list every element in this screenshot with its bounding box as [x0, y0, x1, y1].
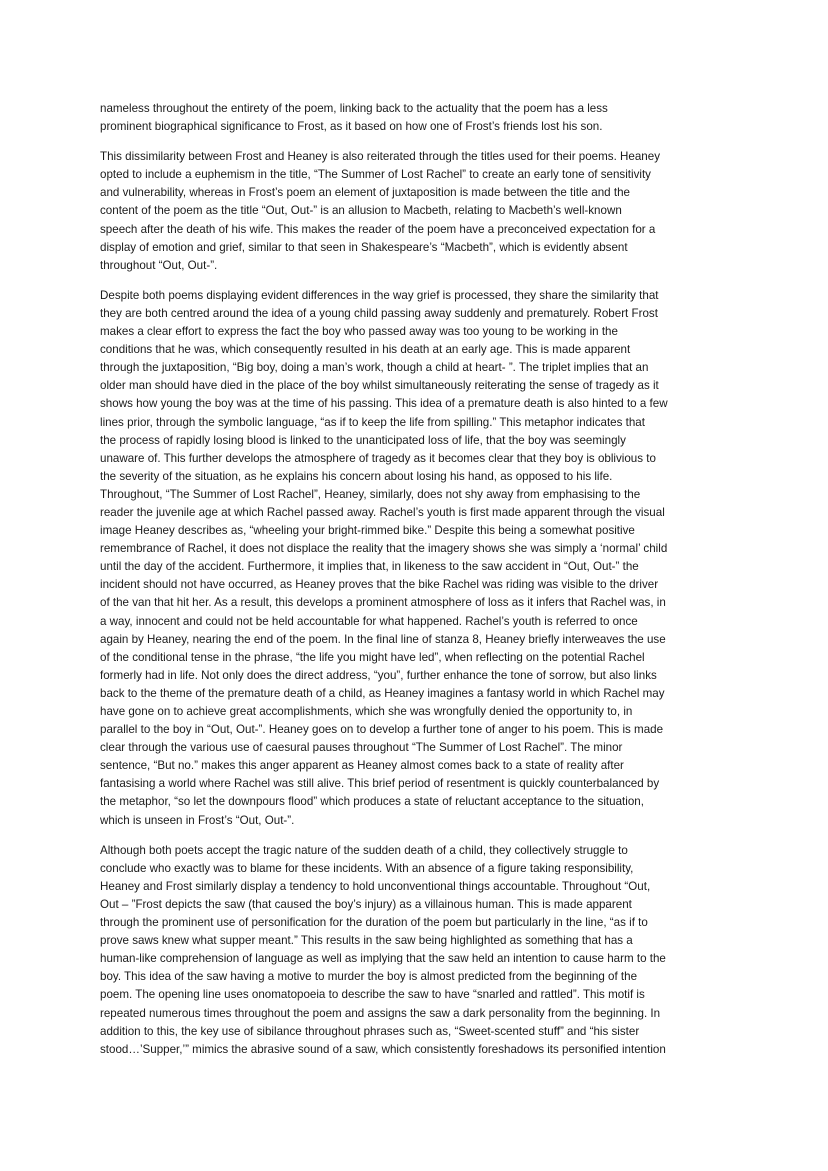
- text-line: they are both centred around the idea of a young child passing away suddenly and prematurely. Robert Frost: [100, 306, 658, 320]
- text-line: reader the juvenile age at which Rachel passed away. Rachel’s youth is first made apparent through the visual: [100, 505, 665, 519]
- text-line: speech after the death of his wife. This makes the reader of the poem have a preconceived expectation for a: [100, 222, 656, 236]
- text-line: through the prominent use of personification for the duration of the poem but particularly in the line, “as if to: [100, 916, 648, 930]
- body-paragraph: [100, 842, 730, 1059]
- text-line: repeated numerous times throughout the poem and assigns the saw a dark personality from the beginning. In: [100, 1006, 661, 1020]
- body-paragraph: [100, 287, 730, 830]
- text-line: which is unseen in Frost’s “Out, Out-”.: [100, 813, 295, 827]
- text-line: formerly had in life. Not only does the direct address, “you”, further enhance the tone of sorrow, but also links: [100, 668, 657, 682]
- text-line: This dissimilarity between Frost and Heaney is also reiterated through the titles used for their poems. Heaney: [100, 150, 660, 164]
- text-line: Although both poets accept the tragic nature of the sudden death of a child, they collectively struggle to: [100, 843, 628, 857]
- text-line: through the juxtaposition, “Big boy, doing a man’s work, though a child at heart- ”. The triplet implies that an: [100, 361, 649, 375]
- text-line: Heaney and Frost similarly display a tendency to hold unconventional things accountable. Throughout “Out,: [100, 879, 651, 893]
- text-line: the process of rapidly losing blood is linked to the unanticipated loss of life, that the boy was seemingly: [100, 433, 626, 447]
- text-line: older man should have died in the place of the boy whilst simultaneously reiterating the sense of tragedy as it: [100, 379, 659, 393]
- text-line: display of emotion and grief, similar to that seen in Shakespeare’s “Macbeth”, which is evidently absent: [100, 240, 628, 254]
- text-line: conclude who exactly was to blame for these incidents. With an absence of a figure taking responsibility,: [100, 861, 634, 875]
- text-line: makes a clear effort to express the fact the boy who passed away was too young to be working in the: [100, 325, 618, 339]
- text-line: fantasising a world where Rachel was still alive. This brief period of resentment is quickly counterbalanced by: [100, 777, 660, 791]
- text-line: stood…’Supper,’” mimics the abrasive sound of a saw, which consistently foreshadows its personified intention: [100, 1042, 666, 1056]
- text-line: remembrance of Rachel, it does not displace the reality that the imagery shows she was simply a ‘normal’ child: [100, 542, 668, 556]
- text-line: until the day of the accident. Furthermore, it implies that, in likeness to the saw accident in “Out, Out-” the: [100, 560, 639, 574]
- text-line: content of the poem as the title “Out, Out-” is an allusion to Macbeth, relating to Macbeth’s well-known: [100, 204, 622, 218]
- text-line: the severity of the situation, as he explains his concern about losing his hand, as opposed to his life.: [100, 469, 613, 483]
- text-line: prominent biographical significance to Frost, as it based on how one of Frost’s friends lost his son.: [100, 120, 603, 134]
- text-line: human-like comprehension of language as well as implying that the saw held an intention to cause harm to the: [100, 952, 666, 966]
- text-line: Out – ”Frost depicts the saw (that caused the boy’s injury) as a villainous human. This is made apparent: [100, 897, 632, 911]
- text-line: addition to this, the key use of sibilance throughout phrases such as, “Sweet-scented stuff” and “his sister: [100, 1024, 640, 1038]
- text-line: prove saws knew what supper meant.” This results in the saw being highlighted as something that has a: [100, 934, 633, 948]
- text-line: shows how young the boy was at the time of his passing. This idea of a premature death is also hinted to a few: [100, 397, 668, 411]
- text-line: of the conditional tense in the phrase, “the life you might have led”, when reflecting on the potential Rachel: [100, 650, 645, 664]
- document-page: [100, 100, 730, 1071]
- text-line: lines prior, through the symbolic language, “as if to keep the life from spilling.” This metaphor indicates that: [100, 415, 645, 429]
- body-paragraph: [100, 148, 730, 275]
- text-line: poem. The opening line uses onomatopoeia to describe the saw to have “snarled and rattled”. This motif is: [100, 988, 645, 1002]
- text-line: incident should not have occurred, as Heaney proves that the bike Rachel was riding was visible to the driver: [100, 578, 659, 592]
- text-line: opted to include a euphemism in the title, “The Summer of Lost Rachel” to create an early tone of sensitivity: [100, 168, 651, 182]
- text-line: the metaphor, “so let the downpours flood” which produces a state of reluctant acceptance to the situation,: [100, 795, 644, 809]
- text-line: of the van that hit her. As a result, this develops a prominent atmosphere of loss as it infers that Rachel was, in: [100, 596, 666, 610]
- text-line: unaware of. This further develops the atmosphere of tragedy as it becomes clear that they boy is oblivious to: [100, 451, 656, 465]
- text-line: have gone on to achieve great accomplishments, which she was wrongfully denied the opportunity to, in: [100, 705, 633, 718]
- text-line: conditions that he was, which consequently resulted in his death at an early age. This is made apparent: [100, 343, 631, 357]
- body-paragraph: [100, 100, 730, 136]
- text-line: parallel to the boy in “Out, Out-”. Heaney goes on to develop a further tone of anger to his poem. This is made: [100, 723, 664, 737]
- text-line: image Heaney describes as, “wheeling your bright-rimmed bike.” Despite this being a somewhat positive: [100, 524, 635, 538]
- text-line: and vulnerability, whereas in Frost’s poem an element of juxtaposition is made between the title and the: [100, 186, 630, 200]
- text-line: throughout “Out, Out-”.: [100, 258, 218, 272]
- text-line: nameless throughout the entirety of the poem, linking back to the actuality that the poem has a less: [100, 102, 608, 115]
- text-line: a way, innocent and could not be held accountable for what happened. Rachel’s youth is referred to once: [100, 614, 638, 628]
- text-line: back to the theme of the premature death of a child, as Heaney imagines a fantasy world in which Rachel may: [100, 686, 665, 700]
- text-line: Throughout, “The Summer of Lost Rachel”, Heaney, similarly, does not shy away from emphasising to the: [100, 487, 641, 501]
- text-line: again by Heaney, nearing the end of the poem. In the final line of stanza 8, Heaney briefly interweaves the use: [100, 632, 666, 646]
- text-line: sentence, “But no.” makes this anger apparent as Heaney almost comes back to a state of reality after: [100, 759, 624, 773]
- text-line: boy. This idea of the saw having a motive to murder the boy is almost predicted from the beginning of the: [100, 970, 638, 984]
- text-line: clear through the various use of caesural pauses throughout “The Summer of Lost Rachel”. The minor: [100, 741, 623, 755]
- text-line: Despite both poems displaying evident differences in the way grief is processed, they share the similarity that: [100, 288, 659, 302]
